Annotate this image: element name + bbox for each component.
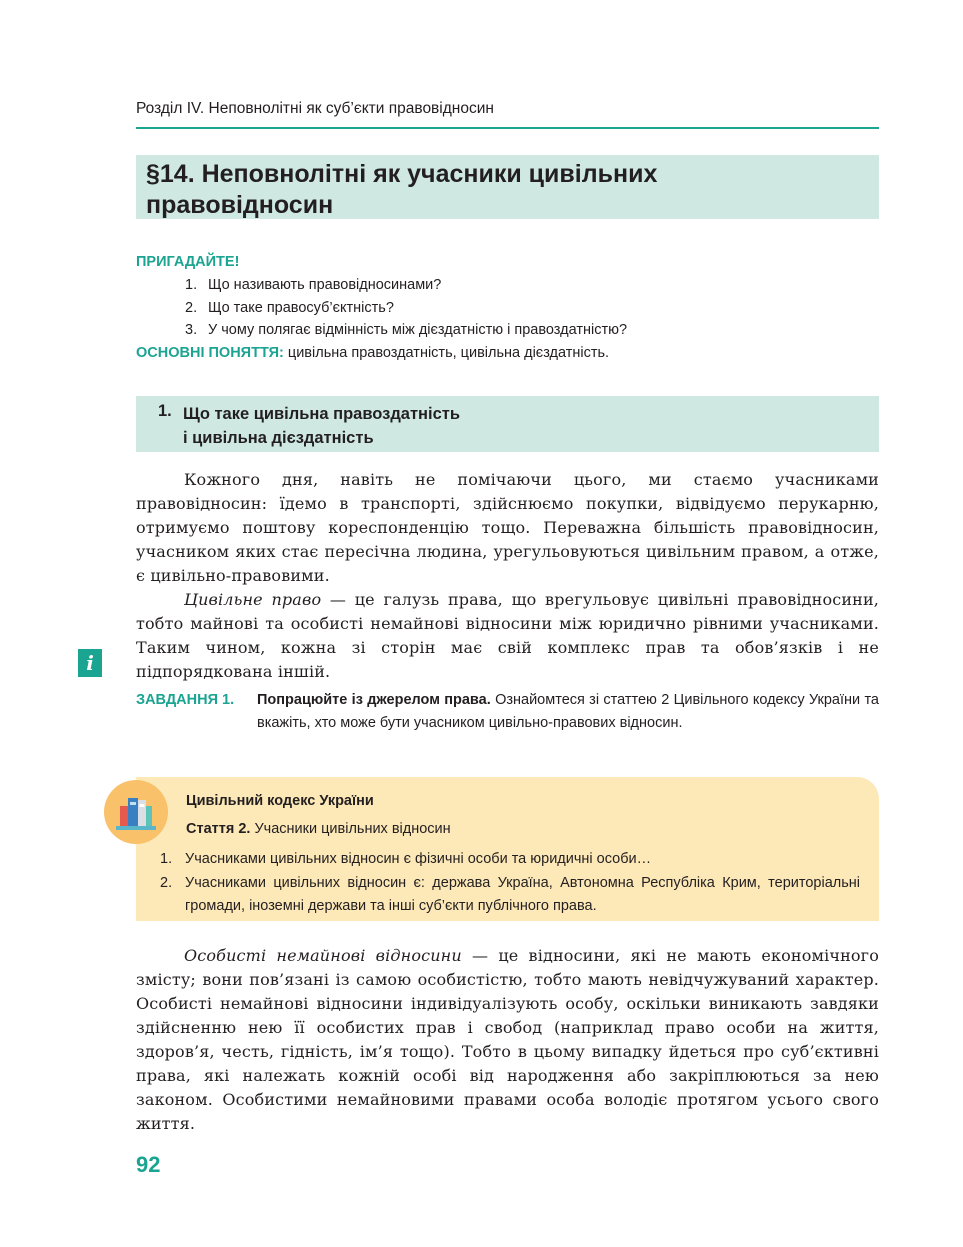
recall-question: 1. Що називають правовідносинами? bbox=[185, 277, 442, 293]
info-icon: i bbox=[78, 649, 102, 677]
recall-questions bbox=[185, 274, 627, 342]
running-header: Розділ IV. Неповнолітні як суб’єкти правовідносин bbox=[136, 100, 494, 117]
key-concepts-text: цивільна правоздатність, цивільна дієздатність. bbox=[283, 345, 610, 361]
paragraph-1: Кожного дня, навіть не помічаючи цього, ми стаємо учасниками правовідносин: їдемо в транспорті, здійснюємо покупки, відвідуємо перукарню, отримуємо поштову кореспонденцію тощо. Переважна більшість правовідносин, учасником яких стає пересічна людина, урегульовуються цивільним правом, а отже, є цивільно-правовими. bbox=[136, 470, 879, 585]
term-civil-law: Цивільне право bbox=[184, 590, 322, 609]
recall-label: ПРИГАДАЙТЕ! bbox=[136, 254, 240, 270]
key-concepts-label: ОСНОВНІ ПОНЯТТЯ: bbox=[136, 345, 284, 361]
section-number: 1. bbox=[158, 402, 172, 420]
civil-code-items bbox=[160, 848, 860, 919]
chapter-title-box bbox=[136, 155, 879, 219]
recall-question: 2. Що таке правосуб’єктність? bbox=[185, 299, 394, 316]
chapter-title-line1: §14. Неповнолітні як учасники цивільних bbox=[146, 160, 658, 188]
chapter-title bbox=[146, 159, 657, 221]
books-icon bbox=[104, 780, 168, 844]
civil-code-title: Цивільний кодекс України bbox=[186, 793, 374, 809]
page-number: 92 bbox=[136, 1152, 161, 1177]
section-title: Що таке цивільна правоздатність і цивільна дієздатність bbox=[183, 405, 461, 447]
paragraph-2: Цивільне право — це галузь права, що врегульовує цивільні правовідносини, тобто майнові та особисті немайнові відносини між юридично рівними учасниками. Таким чином, кожна зі сторін має свій комплекс прав та обов’язків і не підпорядкована іншій. bbox=[136, 590, 880, 681]
term-personal-non-property: Особисті немайнові відносини bbox=[184, 946, 462, 965]
recall-question: 3. У чому полягає відмінність між дієздатністю і правоздатністю? bbox=[185, 322, 628, 338]
chapter-title-line2: правовідносин bbox=[146, 191, 334, 219]
civil-code-item: 1. Учасниками цивільних відносин є фізичні особи та юридичні особи… bbox=[160, 851, 652, 867]
task-label: ЗАВДАННЯ 1. bbox=[136, 692, 235, 708]
task-body: Попрацюйте із джерелом права. Ознайомтеся зі статтею 2 Цивільного кодексу України та вкажіть, хто може бути учасником цивільно-правових відносин. bbox=[257, 692, 879, 731]
section-heading-box bbox=[136, 396, 879, 452]
paragraph-3: Особисті немайнові відносини — це відносини, які не мають економічного змісту; вони пов’язані із самою особистістю, тобто мають невідчужуваний характер. Особисті немайнові відносини індивідуалізують особу, оскільки виникають завдяки здійсненню нею її особистих прав і свобод (наприклад право особи на життя, здоров’я, честь, гідність, ім’я тощо). Тобто в цьому випадку йдеться про суб’єктивні права, які належать кожній особі від народження або закріплюються за нею законом. Особистими немайновими правами особа володіє протягом усього свого життя. bbox=[136, 946, 879, 1133]
header-divider bbox=[136, 127, 879, 129]
key-concepts bbox=[136, 345, 609, 361]
civil-code-article: Стаття 2. Учасники цивільних відносин bbox=[186, 821, 451, 837]
civil-code-item: 2. Учасниками цивільних відносин є: держава Україна, Автономна Республіка Крим, територіальні громади, іноземні держави та інші суб’єкти публічного права. bbox=[160, 874, 860, 914]
